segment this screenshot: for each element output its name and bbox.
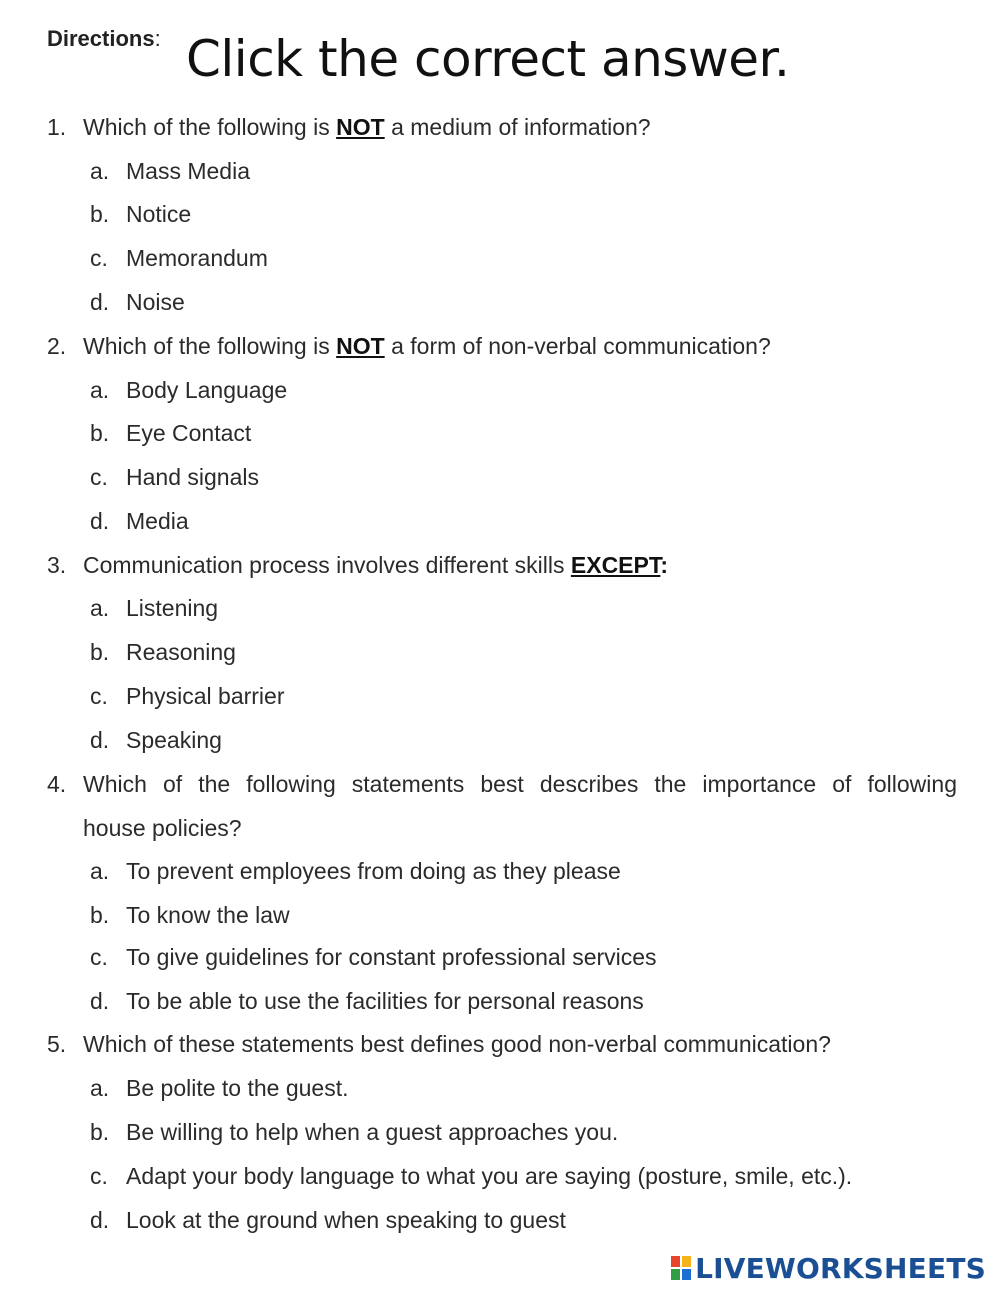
question-1: 1. Which of the following is NOT a medium of information? [47,114,651,140]
question-4: 4. Which of the following statements best describes the importance of following house policies? [47,771,957,841]
question-3: 3. Communication process involves different skills EXCEPT: [47,552,669,578]
emphasis-except: EXCEPT [570,552,661,578]
answer-option[interactable]: c. Adapt your body language to what you are saying (posture, smile, etc.). [90,1163,853,1189]
answer-option[interactable]: b. Be willing to help when a guest approaches you. [90,1119,619,1145]
answer-option[interactable]: b. Eye Contact [90,420,252,446]
emphasis-not: NOT [336,114,385,140]
emphasis-not: NOT [336,333,385,359]
answer-option[interactable]: d. Speaking [90,727,222,753]
question-5: 5. Which of these statements best defines good non-verbal communication? [47,1031,831,1057]
answer-option[interactable]: c. Memorandum [90,245,268,271]
answer-option[interactable]: a. Mass Media [90,158,250,184]
answer-option[interactable]: d. Look at the ground when speaking to guest [90,1207,566,1233]
liveworksheets-logo[interactable] [671,1252,986,1284]
answer-option[interactable]: a. Body Language [90,377,288,403]
answer-option[interactable]: c. To give guidelines for constant professional services [90,944,657,970]
instruction-title: Click the correct answer. [186,30,790,88]
question-2: 2. Which of the following is NOT a form of non-verbal communication? [47,333,771,359]
answer-option[interactable]: a. To prevent employees from doing as they please [90,858,621,884]
directions-label: Directions: [47,26,161,51]
answer-option[interactable]: c. Hand signals [90,464,259,490]
liveworksheets-logo-icon [671,1256,691,1280]
logo-text: LIVEWORKSHEETS [695,1251,986,1285]
answer-option[interactable]: b. To know the law [90,902,290,928]
answer-option[interactable]: d. Media [90,508,189,534]
answer-option[interactable]: d. To be able to use the facilities for personal reasons [90,988,644,1014]
answer-option[interactable]: a. Listening [90,595,219,621]
answer-option[interactable]: c. Physical barrier [90,683,285,709]
answer-option[interactable]: b. Notice [90,201,192,227]
answer-option[interactable]: b. Reasoning [90,639,236,665]
answer-option[interactable]: d. Noise [90,289,185,315]
answer-option[interactable]: a. Be polite to the guest. [90,1075,349,1101]
